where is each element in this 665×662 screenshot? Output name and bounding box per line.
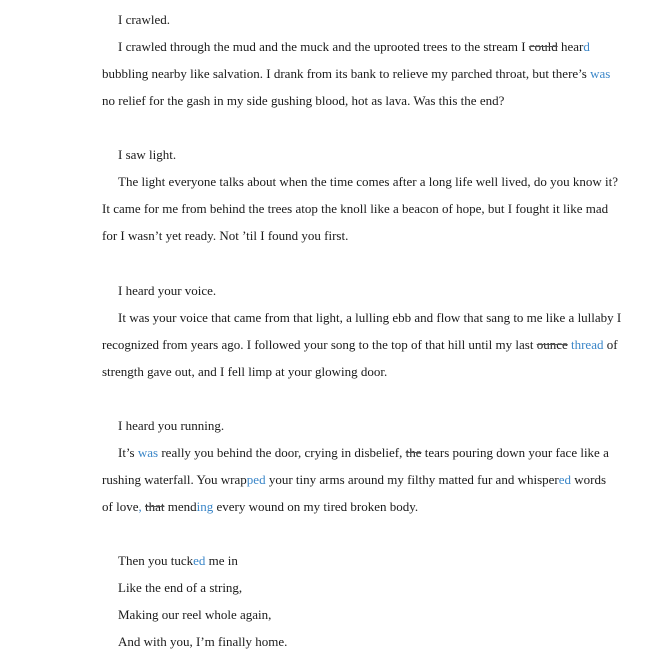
text-run: tears pouring down your face like a: [421, 445, 609, 460]
text-line: [118, 283, 615, 299]
text-run: every wound on my tired broken body.: [213, 499, 419, 514]
text-run: of: [603, 337, 618, 352]
text-run: I heard your voice.: [118, 283, 217, 298]
text-run: I crawled through the mud and the muck and the uprooted trees to the stream I: [118, 39, 529, 54]
text-run: Then you tuck: [118, 553, 194, 568]
text-line: [118, 634, 615, 650]
text-line: [102, 364, 615, 380]
text-line: [102, 66, 615, 82]
text-line: [118, 607, 615, 623]
text-line: [102, 472, 615, 488]
inserted-text: d: [583, 39, 590, 54]
text-line: [118, 553, 615, 569]
text-line: [118, 12, 615, 28]
inserted-text: ed: [558, 472, 572, 487]
inserted-text: was: [590, 66, 611, 81]
inserted-text: ed: [193, 553, 206, 568]
deleted-text: ounce: [536, 337, 568, 352]
inserted-text: thread: [570, 337, 604, 352]
text-run: for I wasn’t yet ready. Not ’til I found you first.: [102, 228, 349, 243]
inserted-text: ,: [138, 499, 142, 514]
text-line: [118, 418, 615, 434]
text-line: [102, 93, 615, 109]
text-run: of love: [102, 499, 139, 514]
text-run: bubbling nearby like salvation. I drank from its bank to relieve my parched throat, but there’s: [102, 66, 591, 81]
text-line: [102, 201, 615, 217]
text-run: Making our reel whole again,: [118, 607, 272, 622]
text-run: hear: [557, 39, 584, 54]
text-run: no relief for the gash in my side gushing blood, hot as lava. Was this the end?: [102, 93, 505, 108]
text-run: recognized from years ago. I followed your song to the top of that hill until my last: [102, 337, 537, 352]
text-line: [102, 499, 615, 515]
text-run: Like the end of a string,: [118, 580, 243, 595]
text-run: And with you, I’m finally home.: [118, 634, 288, 649]
text-line: [102, 228, 615, 244]
text-line: [118, 445, 615, 461]
inserted-text: ped: [246, 472, 266, 487]
text-run: It came for me from behind the trees atop the knoll like a beacon of hope, but I fought it like mad: [102, 201, 609, 216]
text-run: words: [571, 472, 607, 487]
text-run: me in: [205, 553, 238, 568]
text-line: [118, 39, 615, 55]
text-run: I crawled.: [118, 12, 170, 27]
text-run: The light everyone talks about when the time comes after a long life well lived, do you know it?: [118, 174, 618, 189]
text-run: your tiny arms around my filthy matted fur and whisper: [265, 472, 559, 487]
deleted-text: could: [528, 39, 558, 54]
text-run: It was your voice that came from that light, a lulling ebb and flow that sang to me like a lullaby I: [118, 310, 622, 325]
text-line: [102, 337, 618, 353]
text-run: really you behind the door, crying in disbelief,: [158, 445, 406, 460]
text-run: I saw light.: [118, 147, 177, 162]
inserted-text: ing: [196, 499, 214, 514]
text-line: [118, 310, 622, 326]
text-run: mend: [164, 499, 197, 514]
deleted-text: that: [144, 499, 165, 514]
inserted-text: was: [137, 445, 159, 460]
text-run: I heard you running.: [118, 418, 225, 433]
text-run: strength gave out, and I fell limp at your glowing door.: [102, 364, 388, 379]
text-run: It’s: [118, 445, 138, 460]
text-line: [118, 174, 618, 190]
text-line: [118, 147, 615, 163]
deleted-text: the: [405, 445, 422, 460]
text-line: [118, 580, 615, 596]
text-run: rushing waterfall. You wrap: [102, 472, 247, 487]
